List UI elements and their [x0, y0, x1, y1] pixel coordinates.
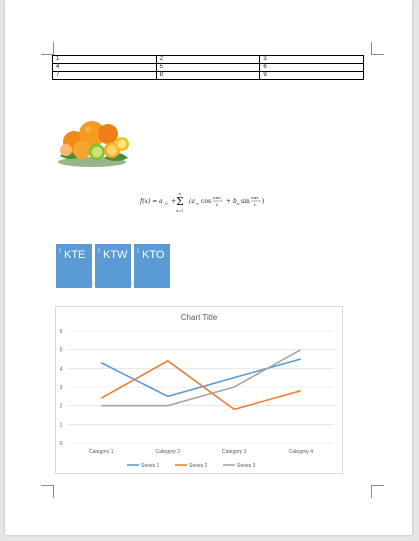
process-step-label: KTE: [64, 249, 86, 261]
table-cell[interactable]: 6: [260, 64, 364, 72]
table-cell[interactable]: 1: [53, 56, 157, 64]
sin-fraction-denominator: L: [254, 202, 257, 207]
legend-label: Series 3: [237, 463, 256, 469]
y-tick-label: 3: [59, 385, 63, 391]
legend-label: Series 1: [141, 463, 160, 469]
table-cell[interactable]: 2: [156, 56, 260, 64]
cos-fraction-numerator: nπx: [213, 195, 221, 200]
chart-title: Chart Title: [180, 313, 218, 322]
summation-icon: Σ: [176, 195, 184, 208]
table-row: [53, 56, 364, 64]
table-row: [53, 64, 364, 72]
table-cell[interactable]: 5: [156, 64, 260, 72]
process-step-ktw[interactable]: [95, 244, 131, 288]
equation-sum-lower: n=1: [176, 209, 184, 213]
process-step-caption: Text: [136, 248, 140, 254]
process-step-kto[interactable]: [134, 244, 170, 288]
x-tick-label: Category 4: [288, 449, 313, 455]
citrus-fruit-image[interactable]: [52, 112, 134, 170]
process-step-label: KTO: [142, 249, 165, 261]
equation-lhs-subscript: 0: [165, 201, 168, 206]
x-tick-label: Category 1: [89, 449, 114, 455]
process-step-kte[interactable]: [56, 244, 92, 288]
crop-mark-bottom-right: [371, 485, 384, 498]
chart-plot-area: [56, 307, 342, 473]
svg-text:+: +: [226, 198, 232, 205]
equation-plus: +: [171, 198, 177, 205]
svg-text:n: n: [237, 201, 240, 206]
table-cell[interactable]: 9: [260, 72, 364, 80]
y-tick-label: 0: [59, 441, 63, 447]
data-table[interactable]: [52, 55, 364, 80]
process-step-caption: Text: [97, 248, 101, 254]
process-step-label: KTW: [103, 249, 128, 261]
crop-mark-bottom-left: [41, 485, 54, 498]
cos-fraction-denominator: L: [216, 202, 219, 207]
svg-text:b: b: [233, 198, 237, 205]
table-cell[interactable]: 7: [53, 72, 157, 80]
y-tick-label: 2: [59, 403, 63, 410]
y-tick-label: 5: [59, 347, 63, 354]
table-cell[interactable]: 8: [156, 72, 260, 80]
svg-text:sin: sin: [241, 198, 250, 205]
x-tick-label: Category 3: [222, 449, 247, 455]
crop-mark-top-left: [41, 42, 54, 55]
series-line: [101, 359, 301, 396]
svg-text:n: n: [196, 201, 199, 206]
fourier-series-equation[interactable]: [140, 188, 290, 216]
equation-lhs: f(x) = a: [140, 198, 163, 205]
table-cell[interactable]: 4: [53, 64, 157, 72]
x-tick-label: Category 2: [155, 449, 180, 455]
equation-body: (a: [189, 198, 195, 205]
line-chart[interactable]: [55, 306, 343, 474]
sin-fraction-numerator: nπx: [251, 195, 259, 200]
table-row: [53, 72, 364, 80]
svg-text:): ): [262, 198, 265, 205]
legend-label: Series 2: [189, 463, 208, 469]
equation-sum-upper: ∞: [178, 191, 182, 196]
table-cell[interactable]: 3: [260, 56, 364, 64]
process-step-caption: Text: [58, 248, 62, 254]
crop-mark-top-right: [371, 42, 384, 55]
y-tick-label: 1: [59, 422, 63, 429]
y-tick-label: 4: [59, 366, 63, 373]
svg-text:cos: cos: [201, 198, 212, 205]
y-tick-label: 6: [59, 329, 63, 335]
